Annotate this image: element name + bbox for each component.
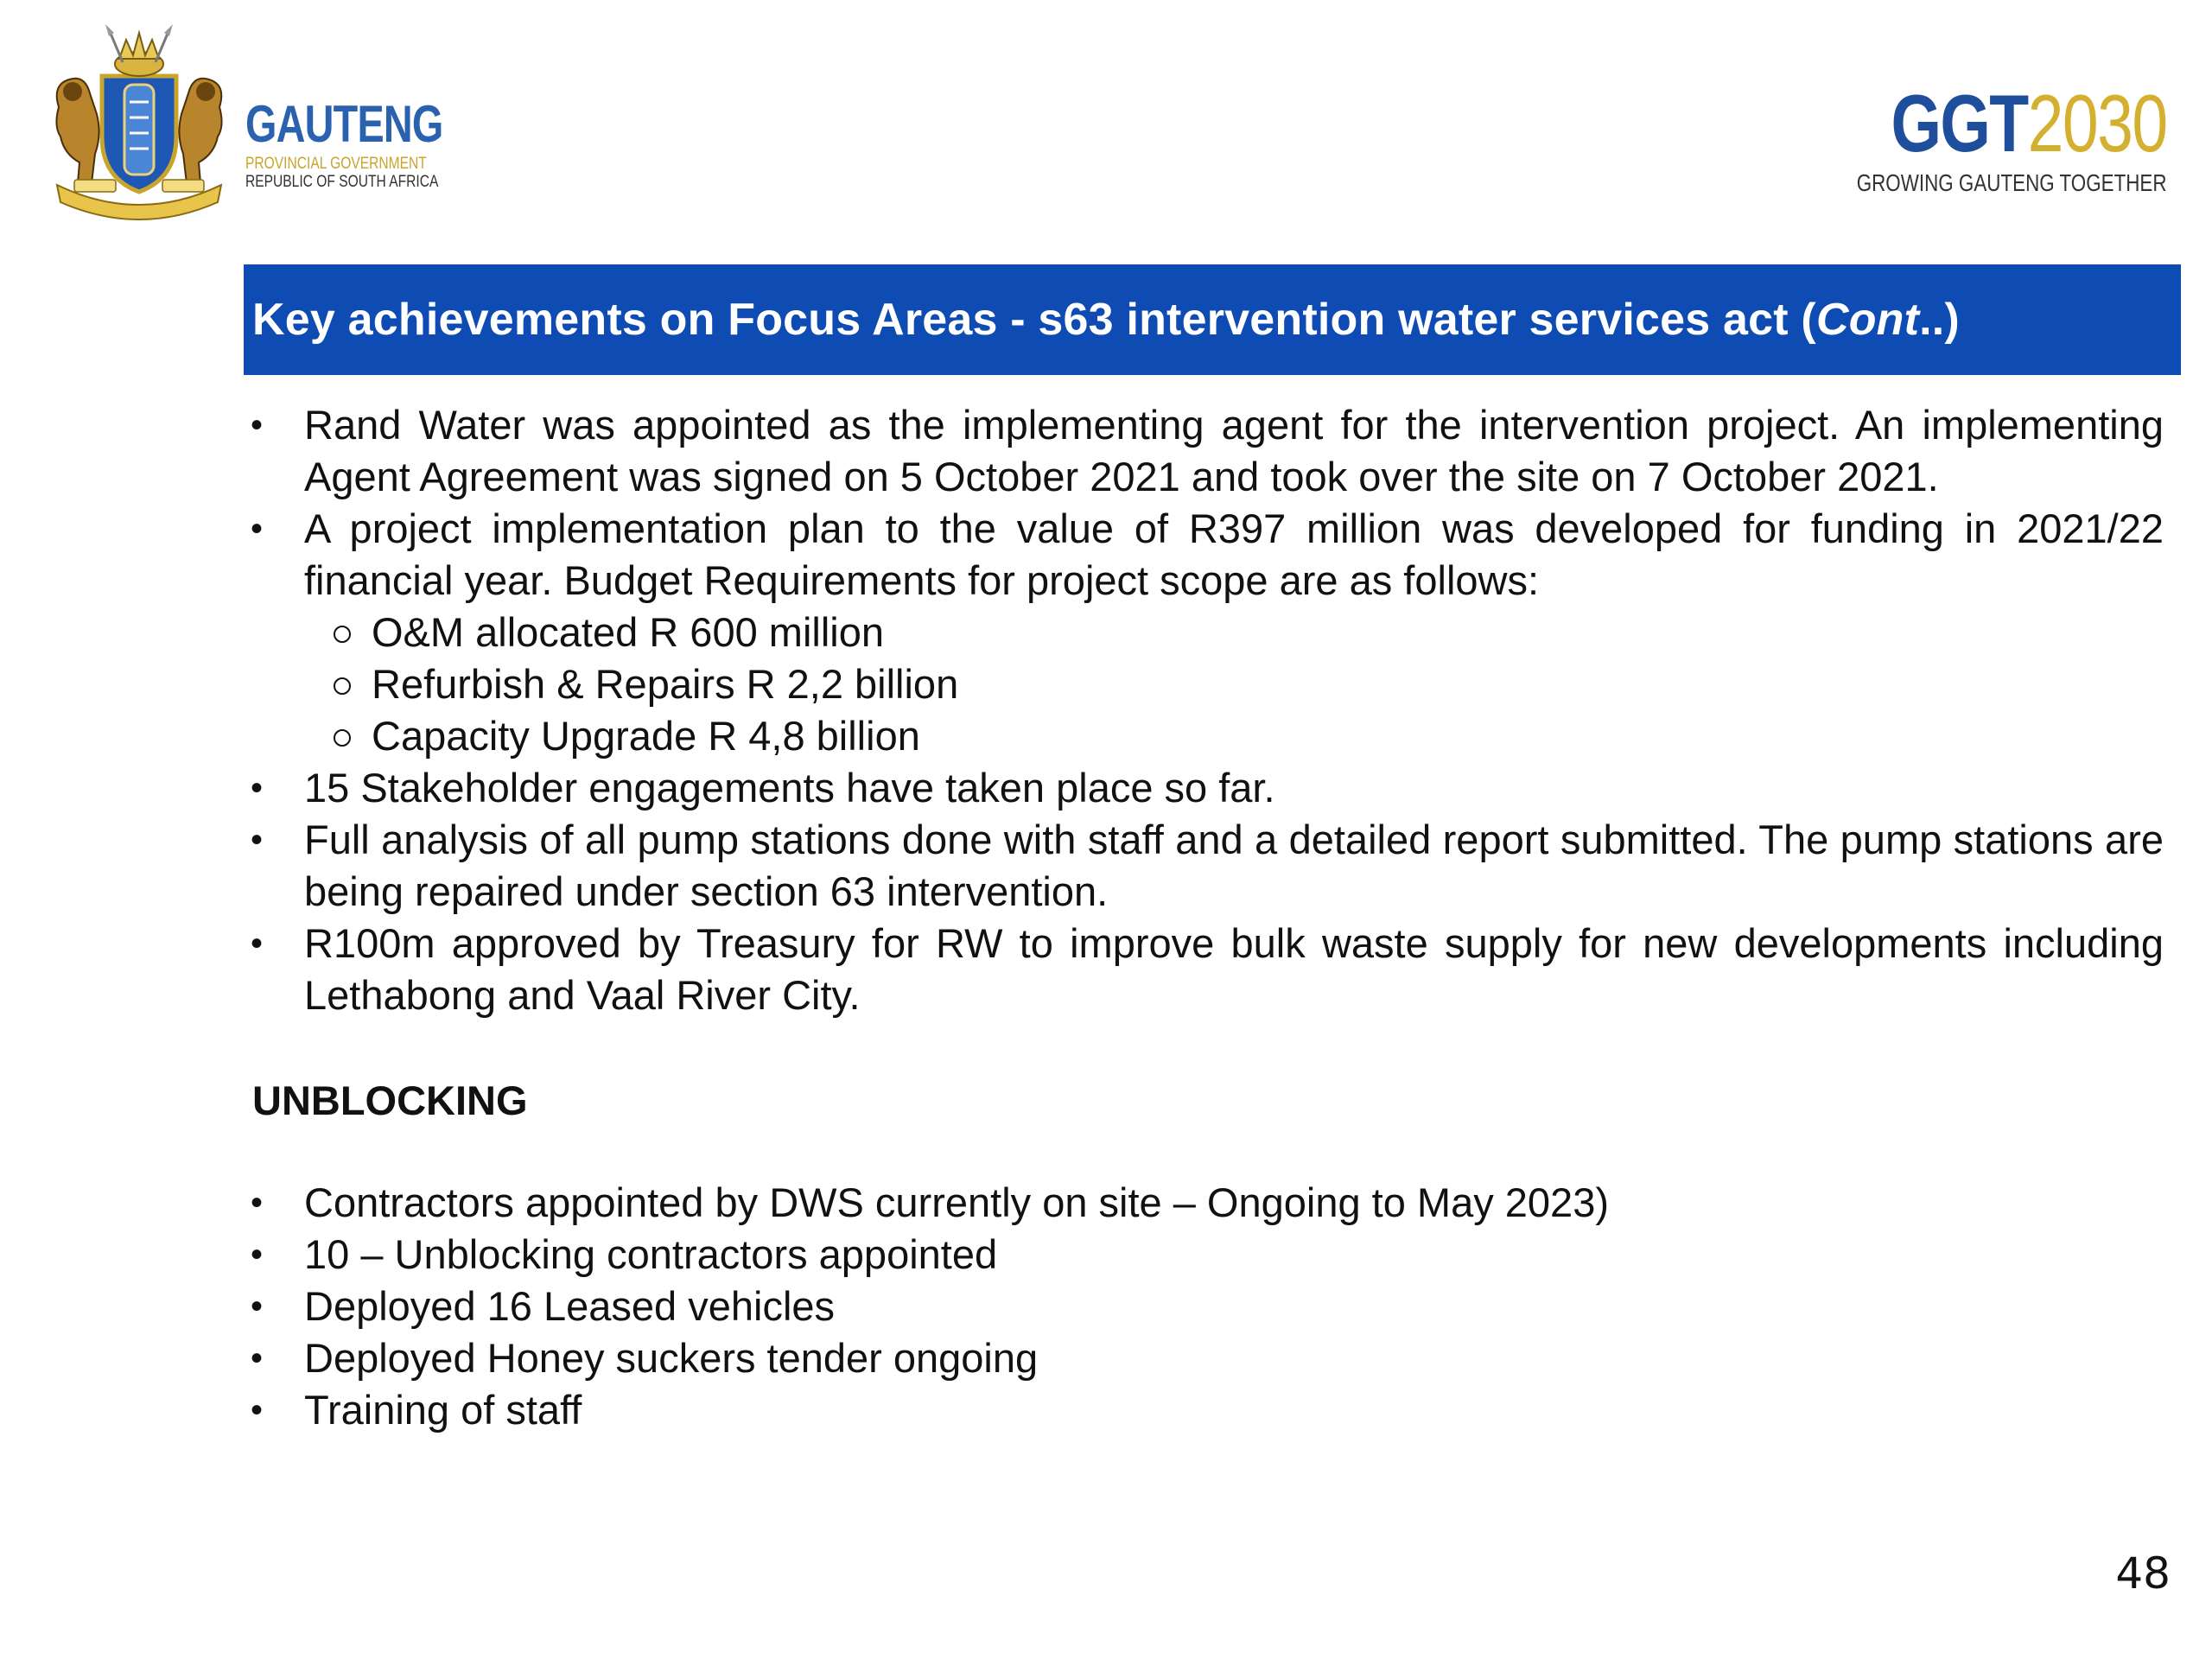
circle-bullet-icon [334, 626, 351, 643]
bullet-item [244, 1177, 2164, 1229]
circle-bullet-icon [334, 677, 351, 695]
bullet-item [244, 1384, 2164, 1436]
ggt2030-logo [1779, 78, 2167, 196]
slide-title [252, 294, 1960, 346]
ggt-tagline: GROWING GAUTENG TOGETHER [1857, 169, 2167, 196]
bullet-text: Full analysis of all pump stations done with staff and a detailed report submitted. The pump stations are being repaired under section 63 intervention. [304, 817, 2164, 914]
bullet-item [244, 503, 2164, 607]
title-banner [244, 264, 2181, 375]
bullet-marker: • [251, 925, 264, 963]
sub-item-text: Capacity Upgrade R 4,8 billion [372, 713, 920, 759]
title-main: Key achievements on Focus Areas - s63 intervention water services act ( [252, 295, 1816, 345]
gauteng-wordmark [245, 95, 499, 191]
year-mark-part: 2030 [2028, 78, 2167, 168]
bullet-marker: • [251, 1236, 264, 1274]
sub-item-text: O&M allocated R 600 million [372, 609, 884, 655]
sub-item [244, 658, 2164, 710]
bullet-text: Deployed 16 Leased vehicles [304, 1283, 836, 1329]
slide-content [244, 399, 2164, 1436]
bullet-marker: • [251, 821, 264, 859]
bullet-text: 10 – Unblocking contractors appointed [304, 1231, 998, 1277]
bullet-item [244, 814, 2164, 918]
bullet-text: 15 Stakeholder engagements have taken place so far. [304, 765, 1275, 810]
gauteng-logo [40, 24, 489, 223]
sub-item-text: Refurbish & Repairs R 2,2 billion [372, 661, 959, 707]
bullet-item [244, 399, 2164, 503]
bullet-text: Training of staff [304, 1387, 582, 1433]
bullet-text: A project implementation plan to the value of R397 million was developed for funding in 2021/22 financial year. Budget Requirements for project scope are as follows: [304, 505, 2164, 603]
bullet-item [244, 1281, 2164, 1332]
gauteng-name: GAUTENG [245, 95, 443, 153]
bullet-marker: • [251, 1287, 264, 1325]
bullet-item [244, 1229, 2164, 1281]
bullet-item [244, 918, 2164, 1021]
bullet-text: Rand Water was appointed as the implementing agent for the intervention project. An implementing Agent Agreement was signed on 5 October 2021 and took over the site on 7 October 2021. [304, 402, 2164, 499]
title-end: ..) [1919, 295, 1960, 345]
achievements-list [244, 399, 2164, 1021]
bullet-marker: • [251, 1184, 264, 1222]
ggt-mark-part: GGT [1891, 78, 2029, 168]
bullet-marker: • [251, 406, 264, 444]
ggt2030-mark [1857, 78, 2167, 168]
bullet-marker: • [251, 1339, 264, 1377]
bullet-marker: • [251, 1391, 264, 1429]
republic-label: REPUBLIC OF SOUTH AFRICA [245, 173, 439, 191]
bullet-marker: • [251, 769, 264, 807]
coat-of-arms-icon [40, 24, 238, 223]
page-number: 48 [2115, 1548, 2171, 1599]
unblocking-list [244, 1177, 2164, 1436]
sub-item [244, 607, 2164, 658]
provincial-government-label: PROVINCIAL GOVERNMENT [245, 155, 427, 173]
sub-item [244, 710, 2164, 762]
bullet-text: Contractors appointed by DWS currently on site – Ongoing to May 2023) [304, 1179, 1609, 1225]
unblocking-heading: UNBLOCKING [252, 1077, 528, 1123]
budget-subitems [244, 607, 2164, 762]
bullet-item [244, 762, 2164, 814]
bullet-marker: • [251, 510, 264, 548]
circle-bullet-icon [334, 729, 351, 747]
bullet-text: Deployed Honey suckers tender ongoing [304, 1335, 1039, 1381]
bullet-text: R100m approved by Treasury for RW to improve bulk waste supply for new developments including Lethabong and Vaal River City. [304, 920, 2164, 1018]
title-italic: Cont [1815, 295, 1920, 345]
bullet-item [244, 1332, 2164, 1384]
